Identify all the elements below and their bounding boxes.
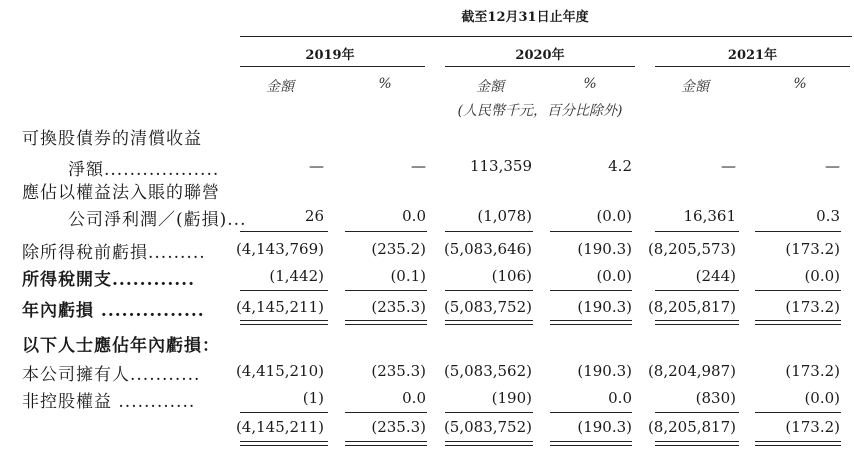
row-label: 可換股債券的清償收益 xyxy=(22,129,202,149)
total-double-rule xyxy=(550,441,632,442)
cell-2020-amount: (1,078) xyxy=(477,207,532,225)
cell-2020-percent: (190.3) xyxy=(577,298,632,316)
total-double-rule xyxy=(550,320,632,321)
cell-2020-amount: (5,083,646) xyxy=(443,240,532,258)
cell-2020-percent: 4.2 xyxy=(608,157,632,175)
row-label: 應佔以權益法入賬的聯營 xyxy=(22,183,220,203)
cell-2019-percent: (235.3) xyxy=(371,362,426,380)
section-heading: 以下人士應佔年內虧損： xyxy=(22,336,220,356)
cell-2021-amount: (8,205,573) xyxy=(647,240,736,258)
subtotal-rule xyxy=(240,290,328,291)
subtotal-rule xyxy=(655,290,739,291)
subtotal-rule xyxy=(755,231,841,232)
cell-2021-percent: (173.2) xyxy=(785,362,840,380)
cell-2020-amount: (190) xyxy=(491,389,532,407)
cell-2020-percent: (0.0) xyxy=(596,207,632,225)
cell-2021-percent: (173.2) xyxy=(785,298,840,316)
amount-label-2021: 金額 xyxy=(681,79,709,95)
cell-2021-amount: 16,361 xyxy=(683,207,736,225)
cell-2020-percent: (0.0) xyxy=(596,267,632,285)
row-label: 公司淨利潤／(虧損)... xyxy=(68,210,247,230)
total-double-rule xyxy=(445,324,533,325)
total-double-rule xyxy=(755,445,841,446)
row-label: 本公司擁有人........... xyxy=(22,365,201,385)
subtotal-rule xyxy=(550,290,632,291)
cell-2020-percent: (190.3) xyxy=(577,418,632,436)
amount-label-2020: 金額 xyxy=(476,79,504,95)
total-double-rule xyxy=(655,324,739,325)
cell-2020-amount: (5,083,562) xyxy=(443,362,532,380)
cell-2021-amount: (8,204,987) xyxy=(647,362,736,380)
total-double-rule xyxy=(345,324,427,325)
year-2020-rule xyxy=(445,66,635,67)
subtotal-rule xyxy=(445,231,533,232)
cell-2020-percent: 0.0 xyxy=(608,389,632,407)
total-double-rule xyxy=(345,445,427,446)
cell-2021-amount: (830) xyxy=(695,389,736,407)
cell-2021-amount: (8,205,817) xyxy=(647,418,736,436)
year-2021-header: 2021年 xyxy=(727,48,778,63)
row-label: 非控股權益 ............ xyxy=(22,392,196,412)
cell-2019-amount: — xyxy=(309,157,324,175)
row-label: 除所得稅前虧損......... xyxy=(22,243,206,263)
cell-2021-amount: — xyxy=(721,157,736,175)
cell-2021-percent: 0.3 xyxy=(816,207,840,225)
total-double-rule xyxy=(445,445,533,446)
subtotal-rule xyxy=(345,290,427,291)
cell-2019-amount: 26 xyxy=(304,207,324,225)
subtotal-rule xyxy=(345,231,427,232)
subtotal-rule xyxy=(345,412,427,413)
cell-2021-percent: (0.0) xyxy=(804,267,840,285)
subtotal-rule xyxy=(755,290,841,291)
subtotal-rule xyxy=(550,231,632,232)
total-double-rule xyxy=(240,320,328,321)
percent-label-2021: % xyxy=(793,76,807,92)
year-2019-header: 2019年 xyxy=(305,48,355,63)
total-double-rule xyxy=(550,445,632,446)
cell-2019-amount: (1,442) xyxy=(269,267,324,285)
year-2021-rule xyxy=(655,66,850,67)
total-double-rule xyxy=(755,324,841,325)
year-2019-rule xyxy=(240,66,425,67)
cell-2020-percent: (190.3) xyxy=(577,240,632,258)
subtotal-rule xyxy=(445,290,533,291)
subtotal-rule xyxy=(445,412,533,413)
percent-label-2020: % xyxy=(583,76,597,92)
subtotal-rule xyxy=(655,231,739,232)
total-double-rule xyxy=(755,441,841,442)
cell-2019-percent: — xyxy=(411,157,426,175)
cell-2021-percent: (173.2) xyxy=(785,418,840,436)
unit-note: (人民幣千元，百分比除外) xyxy=(457,103,623,119)
subtotal-rule xyxy=(240,231,328,232)
cell-2019-amount: (4,143,769) xyxy=(235,240,324,258)
row-label: 淨額.................. xyxy=(68,160,220,180)
subtotal-rule xyxy=(655,412,739,413)
subtotal-rule xyxy=(240,412,328,413)
cell-2021-amount: (244) xyxy=(695,267,736,285)
row-label: 年內虧損 ............... xyxy=(22,301,205,321)
cell-2020-amount: 113,359 xyxy=(469,157,532,175)
cell-2019-amount: (4,415,210) xyxy=(235,362,324,380)
amount-label-2019: 金額 xyxy=(266,79,294,95)
cell-2019-percent: (235.3) xyxy=(371,418,426,436)
subtotal-rule xyxy=(550,412,632,413)
cell-2021-amount: (8,205,817) xyxy=(647,298,736,316)
percent-label-2019: % xyxy=(378,76,392,92)
total-double-rule xyxy=(345,441,427,442)
cell-2020-amount: (106) xyxy=(491,267,532,285)
total-double-rule xyxy=(655,445,739,446)
cell-2019-amount: (1) xyxy=(302,389,324,407)
cell-2019-amount: (4,145,211) xyxy=(235,298,324,316)
total-double-rule xyxy=(550,324,632,325)
cell-2021-percent: (0.0) xyxy=(804,389,840,407)
total-double-rule xyxy=(755,320,841,321)
cell-2020-amount: (5,083,752) xyxy=(443,418,532,436)
cell-2019-amount: (4,145,211) xyxy=(235,418,324,436)
total-double-rule xyxy=(655,320,739,321)
total-double-rule xyxy=(345,320,427,321)
total-double-rule xyxy=(240,324,328,325)
cell-2019-percent: 0.0 xyxy=(402,207,426,225)
total-double-rule xyxy=(445,441,533,442)
cell-2019-percent: (235.2) xyxy=(371,240,426,258)
period-header: 截至12月31日止年度 xyxy=(461,10,589,25)
total-double-rule xyxy=(445,320,533,321)
cell-2020-amount: (5,083,752) xyxy=(443,298,532,316)
total-double-rule xyxy=(240,441,328,442)
cell-2019-percent: (0.1) xyxy=(390,267,426,285)
cell-2021-percent: (173.2) xyxy=(785,240,840,258)
cell-2020-percent: (190.3) xyxy=(577,362,632,380)
total-double-rule xyxy=(240,445,328,446)
cell-2019-percent: (235.3) xyxy=(371,298,426,316)
header-rule xyxy=(240,36,852,37)
year-2020-header: 2020年 xyxy=(515,48,565,63)
cell-2021-percent: — xyxy=(825,157,840,175)
cell-2019-percent: 0.0 xyxy=(402,389,426,407)
total-double-rule xyxy=(655,441,739,442)
row-label: 所得稅開支............ xyxy=(22,270,196,290)
subtotal-rule xyxy=(755,412,841,413)
